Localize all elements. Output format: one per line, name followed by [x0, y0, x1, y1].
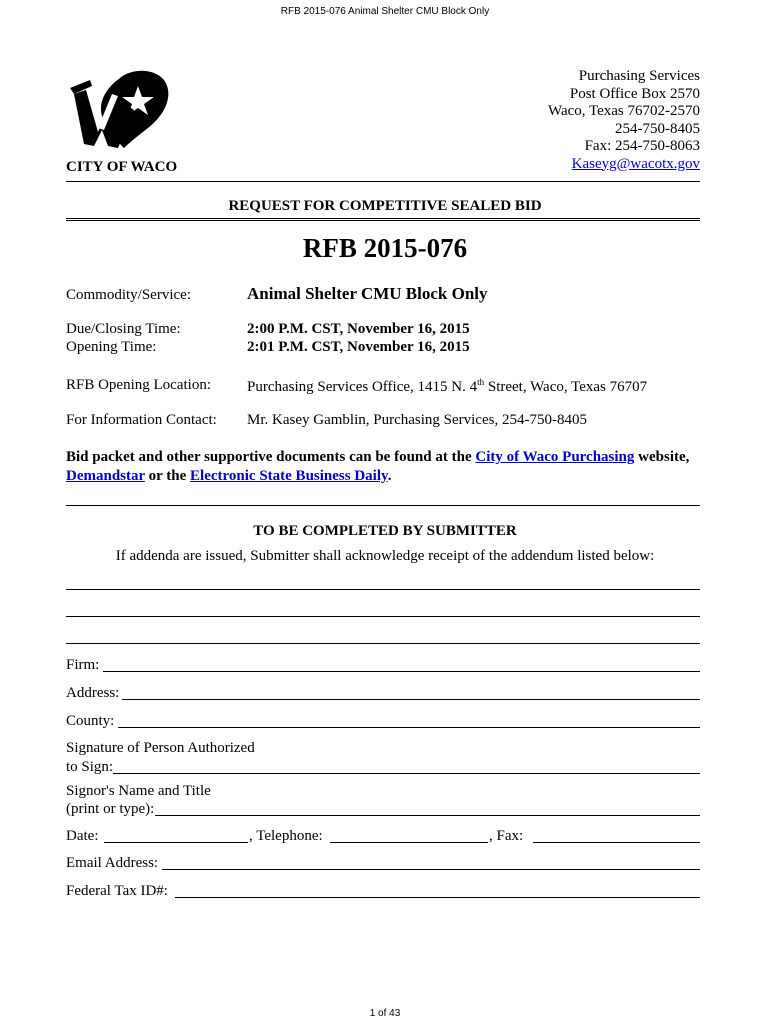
phone-number: 254-750-8405 — [615, 120, 700, 137]
city-state-zip: Waco, Texas 76702-2570 — [547, 103, 700, 119]
signor-field[interactable] — [155, 815, 700, 816]
address-field[interactable] — [122, 699, 700, 700]
county-label: County: — [66, 713, 115, 729]
signor-label-line1: Signor's Name and Title — [66, 783, 211, 799]
fax-label: , Fax: — [489, 828, 524, 844]
page-number: 1 of 43 — [369, 1008, 401, 1019]
email-field[interactable] — [162, 869, 700, 870]
title-divider — [66, 218, 700, 221]
firm-label: Firm: — [66, 657, 100, 673]
contact-label: For Information Contact: — [66, 412, 217, 428]
signature-label-line2: to Sign: — [66, 759, 114, 775]
tax-id-label: Federal Tax ID#: — [66, 883, 168, 899]
address-block — [548, 68, 700, 173]
date-field[interactable] — [104, 842, 248, 843]
tax-id-field[interactable] — [175, 897, 700, 898]
location-label: RFB Opening Location: — [66, 377, 211, 393]
city-label: CITY OF WACO — [66, 159, 178, 175]
firm-field[interactable] — [103, 671, 700, 672]
telephone-field[interactable] — [330, 842, 488, 843]
submitter-heading: TO BE COMPLETED BY SUBMITTER — [253, 523, 517, 539]
county-field[interactable] — [118, 727, 700, 728]
city-of-waco-logo — [68, 70, 172, 150]
contact-value: Mr. Kasey Gamblin, Purchasing Services, 254-750-8405 — [247, 412, 587, 428]
request-title: REQUEST FOR COMPETITIVE SEALED BID — [228, 198, 542, 214]
telephone-label: , Telephone: — [249, 828, 323, 844]
address-label: Address: — [66, 685, 120, 701]
demandstar-link[interactable]: Demandstar — [66, 467, 145, 484]
bid-packet-paragraph: Bid packet and other supportive documents can be found at the City of Waco Purchasing website, Demandstar or the Electronic State Business Daily. — [66, 449, 690, 484]
fax-field[interactable] — [533, 842, 700, 843]
opening-label: Opening Time: — [66, 339, 157, 355]
addendum-line[interactable] — [66, 589, 700, 590]
signature-field[interactable] — [113, 773, 700, 774]
esbd-link[interactable]: Electronic State Business Daily — [190, 467, 388, 484]
addenda-note: If addenda are issued, Submitter shall acknowledge receipt of the addendum listed below: — [115, 548, 655, 564]
addendum-line[interactable] — [66, 616, 700, 617]
header-divider — [66, 181, 700, 182]
po-box: Post Office Box 2570 — [569, 85, 700, 102]
email-label: Email Address: — [66, 855, 159, 871]
signor-label-line2: (print or type): — [66, 801, 155, 817]
document-header-title: RFB 2015-076 Animal Shelter CMU Block Only — [280, 6, 490, 17]
commodity-label: Commodity/Service: — [66, 287, 191, 303]
fax-number: Fax: 254-750-8063 — [584, 138, 700, 154]
date-label: Date: — [66, 828, 99, 844]
due-label: Due/Closing Time: — [66, 321, 181, 337]
email-link[interactable]: Kaseyg@wacotx.gov — [571, 155, 700, 172]
purchasing-dept: Purchasing Services — [578, 68, 700, 84]
section-divider — [66, 505, 700, 506]
signature-label-line1: Signature of Person Authorized — [66, 740, 255, 756]
city-of-waco-purchasing-link[interactable]: City of Waco Purchasing — [475, 449, 635, 465]
due-value: 2:00 P.M. CST, November 16, 2015 — [247, 321, 470, 337]
commodity-value: Animal Shelter CMU Block Only — [247, 284, 488, 303]
addendum-line[interactable] — [66, 643, 700, 644]
opening-value: 2:01 P.M. CST, November 16, 2015 — [247, 339, 470, 355]
rfb-number: RFB 2015-076 — [302, 233, 468, 263]
location-value: Purchasing Services Office, 1415 N. 4th Street, Waco, Texas 76707 — [247, 377, 648, 395]
